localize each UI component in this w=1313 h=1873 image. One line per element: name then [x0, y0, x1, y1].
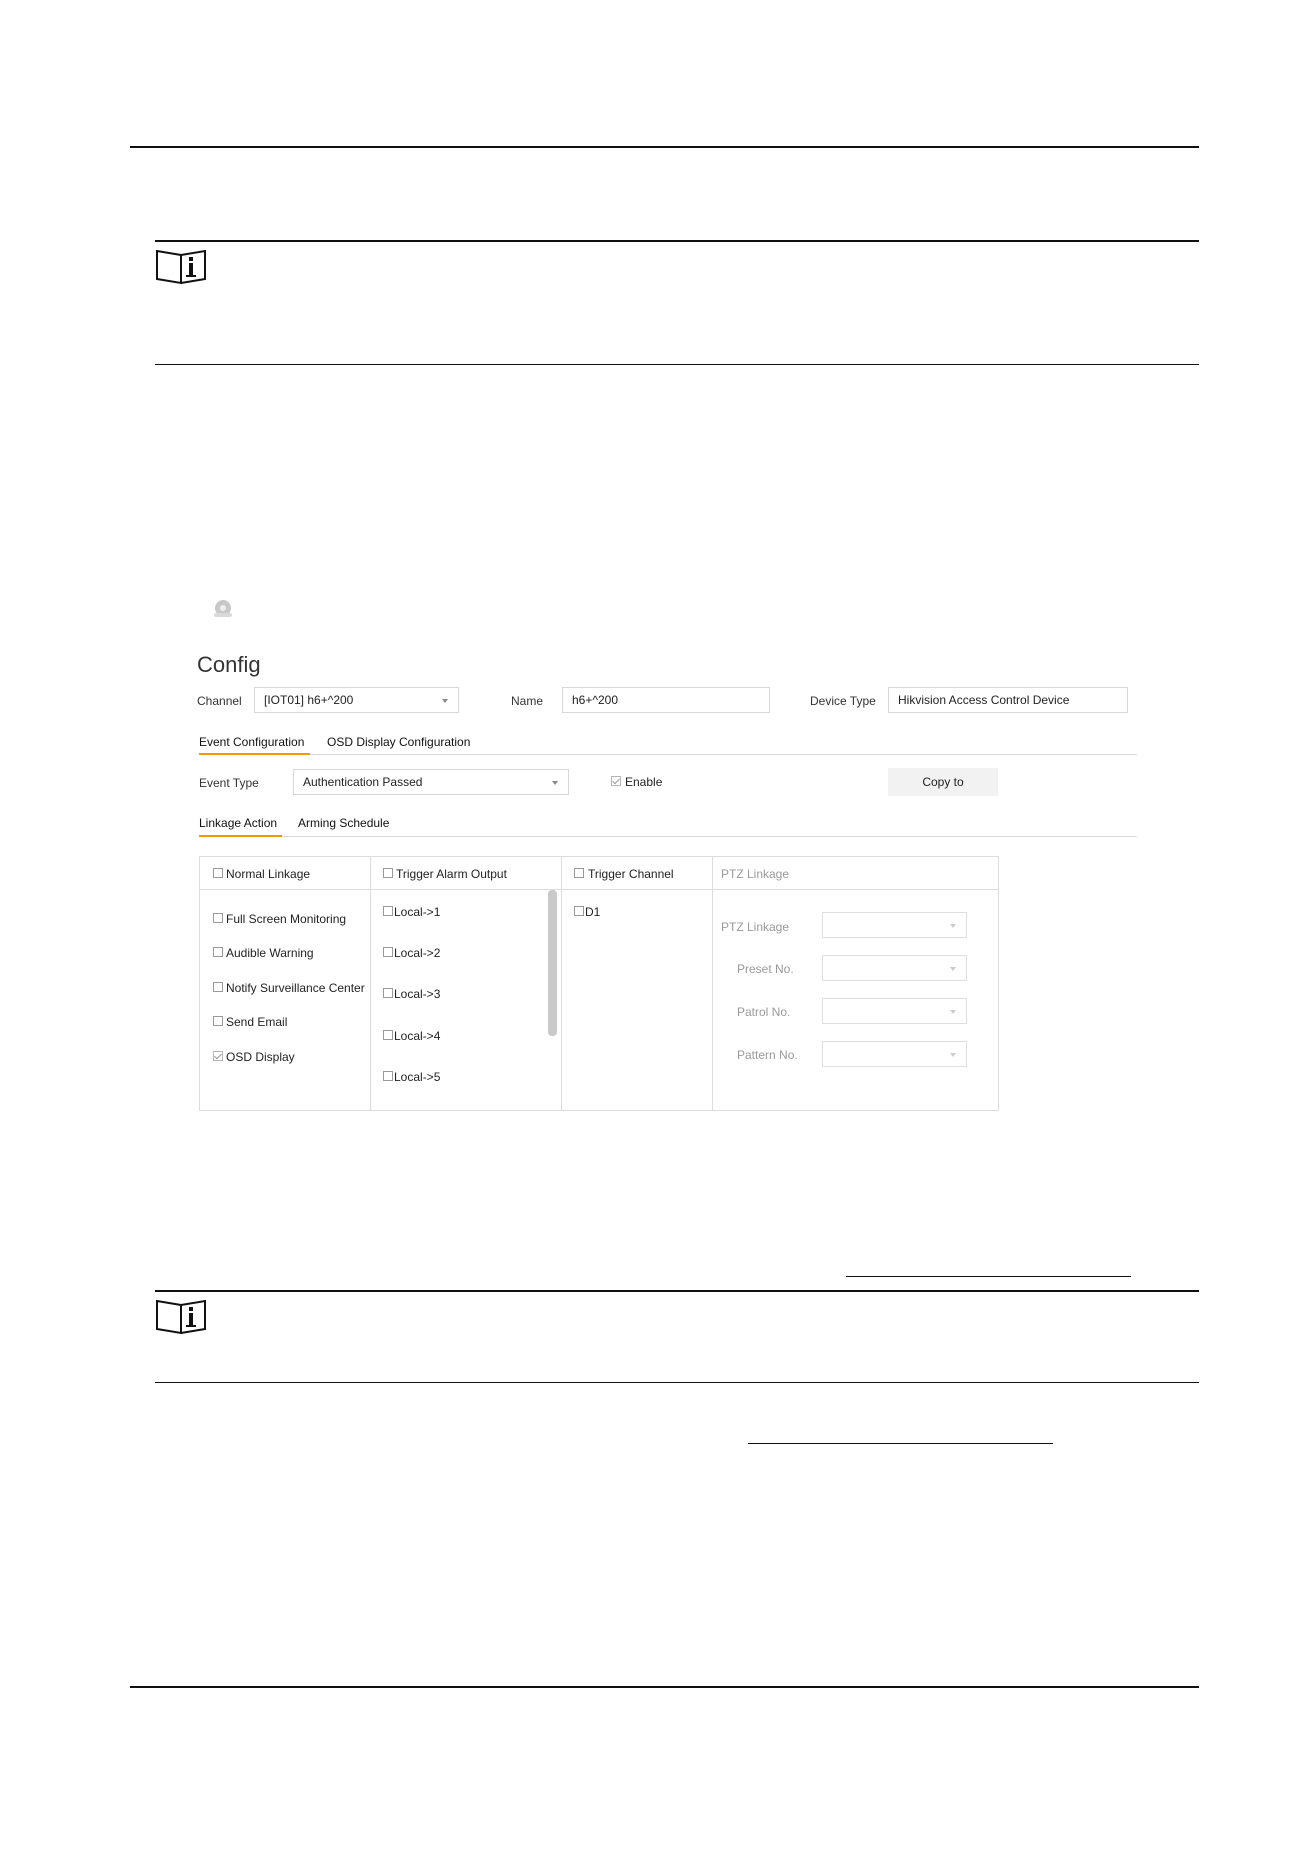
- tab-event-configuration[interactable]: Event Configuration: [199, 735, 305, 749]
- chevron-down-icon: [950, 1053, 956, 1057]
- chevron-down-icon: [442, 699, 448, 703]
- device-type-label: Device Type: [810, 694, 876, 708]
- active-tab-indicator: [199, 753, 310, 755]
- gear-icon[interactable]: [210, 597, 236, 619]
- link-underline[interactable]: [748, 1443, 1053, 1444]
- alarm-output-checkbox[interactable]: [383, 1030, 393, 1040]
- send-email-label: Send Email: [226, 1015, 288, 1029]
- panel-header-divider: [199, 889, 999, 890]
- pattern-no-label: Pattern No.: [737, 1048, 798, 1062]
- pattern-no-select[interactable]: [822, 1041, 967, 1067]
- audible-warning-label: Audible Warning: [226, 946, 314, 960]
- notify-surveillance-center-label: Notify Surveillance Center: [226, 981, 365, 995]
- trigger-channel-header: Trigger Channel: [588, 867, 674, 881]
- chevron-down-icon: [950, 967, 956, 971]
- panel-divider: [712, 856, 713, 1111]
- tab-arming-schedule[interactable]: Arming Schedule: [298, 816, 390, 830]
- alarm-output-checkbox[interactable]: [383, 988, 393, 998]
- preset-no-select[interactable]: [822, 955, 967, 981]
- tab-osd-display-configuration[interactable]: OSD Display Configuration: [327, 735, 471, 749]
- audible-warning-checkbox[interactable]: [213, 947, 223, 957]
- sub-tabs-divider: [199, 836, 1137, 837]
- note-top-rule: [155, 240, 1199, 242]
- ptz-linkage-header: PTZ Linkage: [721, 867, 790, 881]
- active-sub-tab-indicator: [199, 835, 282, 837]
- trigger-alarm-output-header: Trigger Alarm Output: [396, 867, 507, 881]
- chevron-down-icon: [950, 924, 956, 928]
- full-screen-monitoring-label: Full Screen Monitoring: [226, 912, 347, 926]
- alarm-output-checkbox[interactable]: [383, 1071, 393, 1081]
- preset-no-label: Preset No.: [737, 962, 794, 976]
- name-label: Name: [511, 694, 544, 708]
- note-bottom-rule: [155, 364, 1199, 365]
- chevron-down-icon: [552, 781, 558, 785]
- alarm-output-label: Local->2: [394, 946, 441, 960]
- link-underline[interactable]: [846, 1276, 1131, 1277]
- scrollbar-thumb[interactable]: [548, 890, 557, 1036]
- alarm-output-checkbox[interactable]: [383, 947, 393, 957]
- enable-label: Enable: [625, 775, 663, 789]
- note-book-info-icon: [155, 1297, 209, 1335]
- panel-divider: [370, 856, 371, 1111]
- trigger-channel-checkbox[interactable]: [574, 868, 584, 878]
- page-title: Config: [197, 652, 261, 677]
- name-field[interactable]: [562, 687, 770, 713]
- channel-select-value: [IOT01] h6+^200: [264, 693, 354, 707]
- patrol-no-select[interactable]: [822, 998, 967, 1024]
- normal-linkage-header: Normal Linkage: [226, 867, 311, 881]
- alarm-output-label: Local->1: [394, 905, 441, 919]
- note-book-info-icon: [155, 247, 209, 285]
- channel-d1-label: D1: [585, 905, 601, 919]
- event-type-label: Event Type: [199, 776, 259, 790]
- event-type-value: Authentication Passed: [303, 775, 423, 789]
- channel-label: Channel: [197, 694, 242, 708]
- alarm-output-label: Local->4: [394, 1029, 441, 1043]
- tabs-divider: [199, 754, 1137, 755]
- trigger-alarm-output-checkbox[interactable]: [383, 868, 393, 878]
- copy-to-button[interactable]: Copy to: [888, 768, 998, 796]
- enable-checkbox[interactable]: [611, 776, 621, 786]
- page-footer-rule: [130, 1686, 1199, 1688]
- device-type-value: Hikvision Access Control Device: [898, 693, 1070, 707]
- note-top-rule: [155, 1290, 1199, 1292]
- osd-display-checkbox[interactable]: [213, 1051, 223, 1061]
- note-bottom-rule: [155, 1382, 1199, 1383]
- osd-display-label: OSD Display: [226, 1050, 295, 1064]
- alarm-output-checkbox[interactable]: [383, 906, 393, 916]
- full-screen-monitoring-checkbox[interactable]: [213, 913, 223, 923]
- alarm-output-label: Local->5: [394, 1070, 441, 1084]
- ptz-linkage-label: PTZ Linkage: [721, 920, 790, 934]
- notify-surveillance-center-checkbox[interactable]: [213, 982, 223, 992]
- tab-linkage-action[interactable]: Linkage Action: [199, 816, 278, 830]
- name-field-value: h6+^200: [572, 693, 619, 707]
- normal-linkage-checkbox[interactable]: [213, 868, 223, 878]
- panel-divider: [561, 856, 562, 1111]
- event-type-select[interactable]: [293, 769, 569, 795]
- patrol-no-label: Patrol No.: [737, 1005, 791, 1019]
- send-email-checkbox[interactable]: [213, 1016, 223, 1026]
- device-type-field[interactable]: [888, 687, 1128, 713]
- chevron-down-icon: [950, 1010, 956, 1014]
- alarm-output-label: Local->3: [394, 987, 441, 1001]
- page-header-rule: [130, 146, 1199, 148]
- channel-select[interactable]: [254, 687, 459, 713]
- ptz-linkage-select[interactable]: [822, 912, 967, 938]
- channel-d1-checkbox[interactable]: [574, 906, 584, 916]
